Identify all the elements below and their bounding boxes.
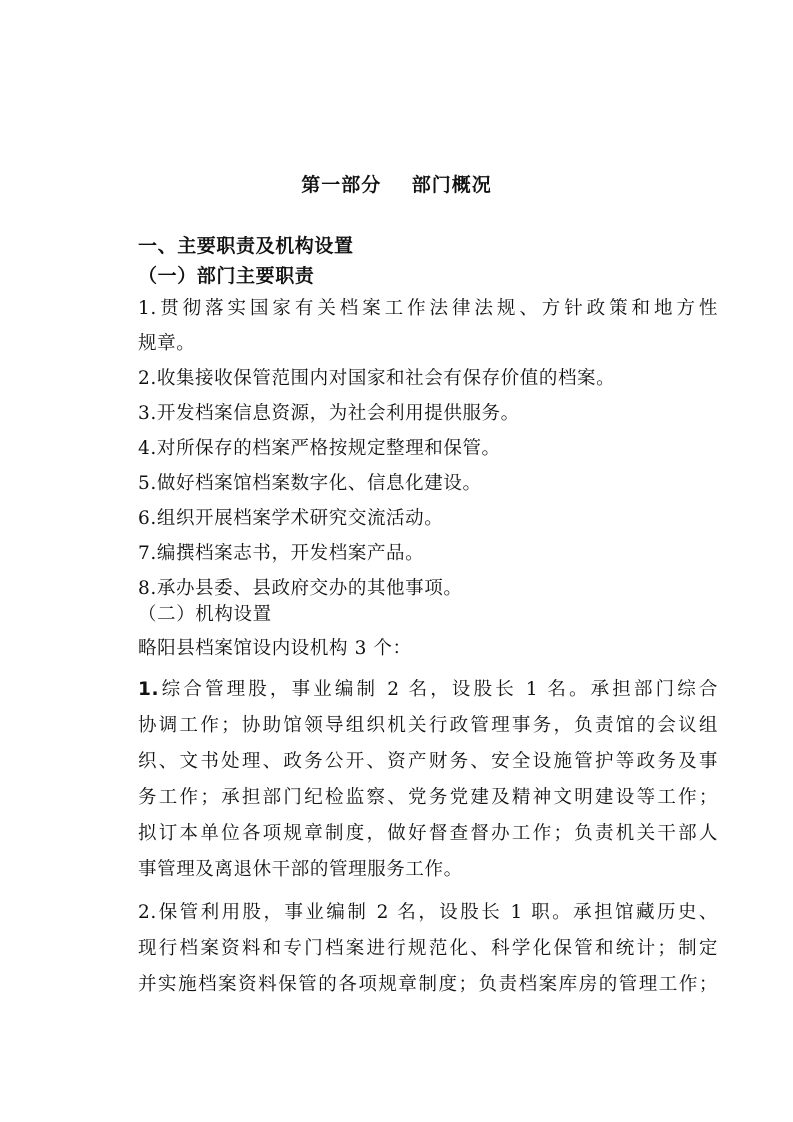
subsection-org-heading: （二）机构设置 — [138, 604, 272, 625]
unit1-text: 综合管理股，事业编制 2 名，设股长 1 名。承担部门综合 — [159, 679, 718, 700]
duty-item-1: 1.贯彻落实国家有关档案工作法律法规、方针政策和地方性 — [138, 298, 718, 319]
duty-item-4: 4.对所保存的档案严格按规定整理和保管。 — [138, 438, 501, 459]
org-intro: 略阳县档案馆设内设机构 3 个： — [138, 638, 412, 659]
unit1-number: 1. — [138, 679, 160, 700]
duty-item-2: 2.收集接收保管范围内对国家和社会有保存价值的档案。 — [138, 368, 616, 389]
subsection-duties-heading: （一）部门主要职责 — [138, 265, 315, 287]
duty-item-5: 5.做好档案馆档案数字化、信息化建设。 — [138, 473, 482, 494]
duty-item-8: 8.承办县委、县政府交办的其他事项。 — [138, 578, 463, 599]
unit2-line-2: 现行档案资料和专门档案进行规范化、科学化保管和统计；制定 — [138, 938, 718, 959]
unit1-line-5: 拟订本单位各项规章制度，做好督查督办工作；负责机关干部人 — [138, 823, 718, 844]
unit1-line-4: 务工作；承担部门纪检监察、党务党建及精神文明建设等工作； — [138, 787, 718, 808]
unit2-line-3: 并实施档案资料保管的各项规章制度；负责档案库房的管理工作； — [138, 974, 718, 995]
duty-item-7: 7.编撰档案志书，开发档案产品。 — [138, 543, 425, 564]
unit1-line-6: 事管理及离退休干部的管理服务工作。 — [138, 859, 463, 880]
unit1-line-3: 织、文书处理、政务公开、资产财务、安全设施管护等政务及事 — [138, 751, 718, 772]
duty-item-1-cont: 规章。 — [138, 333, 196, 354]
unit1-line-1 — [138, 678, 718, 702]
unit2-line-1: 2.保管利用股，事业编制 2 名，设股长 1 职。承担馆藏历史、 — [138, 902, 718, 923]
duty-item-6: 6.组织开展档案学术研究交流活动。 — [138, 508, 444, 529]
unit1-line-2: 协调工作；协助馆领导组织机关行政管理事务，负责馆的会议组 — [138, 715, 718, 736]
section-heading: 一、主要职责及机构设置 — [138, 235, 354, 257]
page-title: 第一部分 部门概况 — [301, 174, 492, 196]
duty-item-3: 3.开发档案信息资源，为社会利用提供服务。 — [138, 403, 520, 424]
